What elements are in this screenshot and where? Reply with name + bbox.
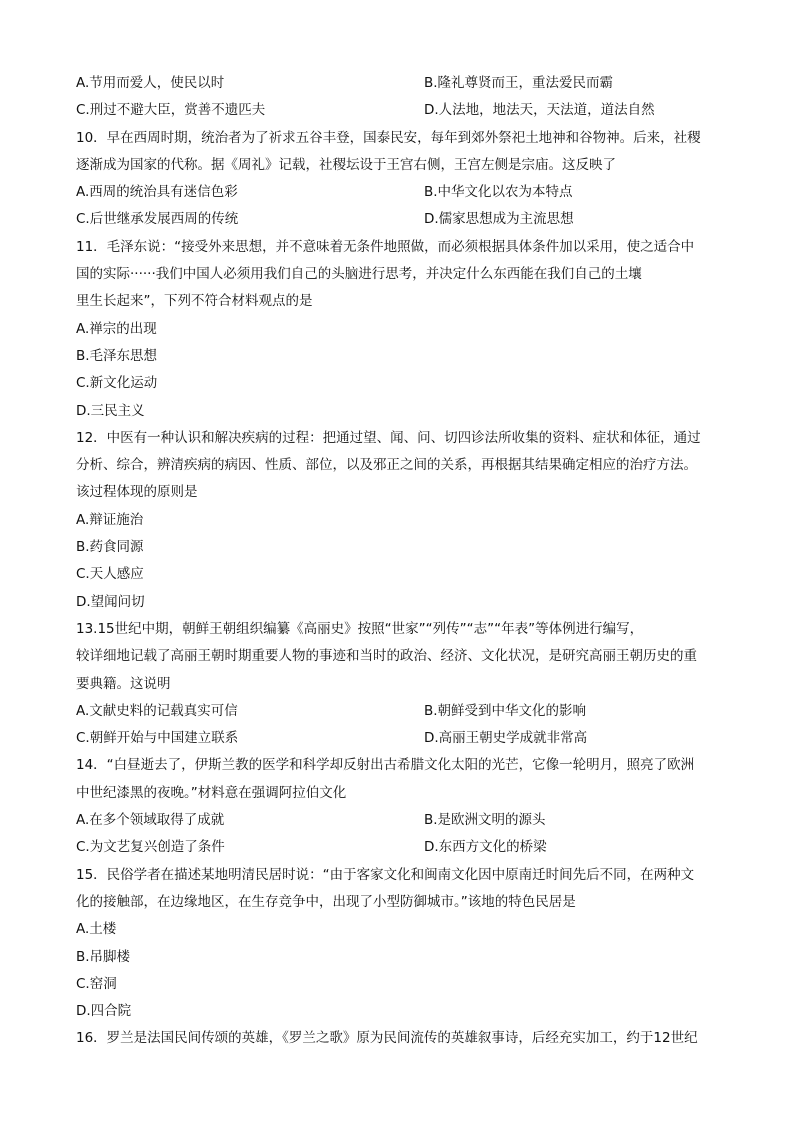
q14-stem-line: 14．“白昼逝去了，伊斯兰教的医学和科学却反射出古希腊文化太阳的光芒，它像一轮明月，照亮了欧洲 xyxy=(76,757,695,774)
q11-option-c: C.新文化运动 xyxy=(76,375,158,392)
q12-stem-line: 12．中医有一种认识和解决疾病的过程：把通过望、闻、问、切四诊法所收集的资料、症状和体征，通过 xyxy=(76,429,701,446)
q16-stem-line: 16．罗兰是法国民间传颂的英雄，《罗兰之歌》原为民间流传的英雄叙事诗，后经充实加工，约于12世纪 xyxy=(76,1030,698,1047)
q14-option-d: D.东西方文化的桥梁 xyxy=(424,839,547,856)
q11-stem-line: 国的实际······我们中国人必须用我们自己的头脑进行思考，并决定什么东西能在我们自己的土壤 xyxy=(76,266,642,283)
q12-option-c: C.天人感应 xyxy=(76,566,144,583)
q11-stem-line: 11．毛泽东说：“接受外来思想，并不意味着无条件地照做，而必须根据具体条件加以采用，使之适合中 xyxy=(76,238,695,255)
q12-option-a: A.辩证施治 xyxy=(76,511,144,528)
q13-stem-line: 13.15世纪中期，朝鲜王朝组织编纂《高丽史》按照“世家”“列传”“志”“年表”等体例进行编写， xyxy=(76,620,644,637)
q14-option-c: C.为文艺复兴创造了条件 xyxy=(76,839,225,856)
q11-option-b: B.毛泽东思想 xyxy=(76,347,158,364)
q9-option-a: A.节用而爱人，使民以时 xyxy=(76,75,225,91)
q9-option-d: D.人法地，地法天，天法道，道法自然 xyxy=(424,102,655,119)
q14-options-row-1 xyxy=(76,807,726,834)
q14-options-row-2 xyxy=(76,834,726,861)
q13-option-c: C.朝鲜开始与中国建立联系 xyxy=(76,730,239,747)
q12-stem-line: 该过程体现的原则是 xyxy=(76,484,198,501)
q15-option-c: C.窑洞 xyxy=(76,975,117,992)
q10-option-a: A.西周的统治具有迷信色彩 xyxy=(76,184,238,201)
q12-stem-line: 分析、综合，辨清疾病的病因、性质、部位，以及邪正之间的关系，再根据其结果确定相应的治疗方法。 xyxy=(76,457,697,474)
q10-stem-line: 逐渐成为国家的代称。据《周礼》记载，社稷坛设于王宫右侧，王宫左侧是宗庙。这反映了 xyxy=(76,156,616,173)
q10-stem-line: 10．早在西周时期，统治者为了祈求五谷丰登，国泰民安，每年到郊外祭祀土地神和谷物神。后来，社稷 xyxy=(76,129,701,146)
q13-options-row-1 xyxy=(76,698,726,725)
q15-stem-line: 15．民俗学者在描述某地明清民居时说：“由于客家文化和闽南文化因中原南迁时间先后不同，在两种文 xyxy=(76,866,695,883)
q15-option-b: B.吊脚楼 xyxy=(76,948,131,965)
exam-page xyxy=(76,70,726,1053)
q14-stem-line: 中世纪漆黑的夜晚。”材料意在强调阿拉伯文化 xyxy=(76,784,347,801)
q13-option-a: A.文献史料的记载真实可信 xyxy=(76,702,238,719)
q15-stem-line: 化的接触部，在边缘地区，在生存竞争中，出现了小型防御城市。”该地的特色民居是 xyxy=(76,893,576,910)
q11-option-d: D.三民主义 xyxy=(76,402,145,419)
q10-options-row-2 xyxy=(76,206,726,233)
q9-option-b: B.隆礼尊贤而王，重法爱民而霸 xyxy=(424,75,614,91)
q10-option-b: B.中华文化以农为本特点 xyxy=(424,184,573,201)
q14-option-a: A.在多个领域取得了成就 xyxy=(76,812,225,829)
q13-stem-line: 要典籍。这说明 xyxy=(76,675,171,692)
q13-stem-line: 较详细地记载了高丽王朝时期重要人物的事迹和当时的政治、经济、文化状况，是研究高丽王朝历史的重 xyxy=(76,648,697,665)
q13-option-d: D.高丽王朝史学成就非常高 xyxy=(424,730,588,747)
q15-option-d: D.四合院 xyxy=(76,1003,132,1020)
q12-option-b: B.药食同源 xyxy=(76,539,144,556)
q9-options-row-1 xyxy=(76,70,726,97)
q11-option-a: A.禅宗的出现 xyxy=(76,320,157,337)
q10-option-c: C.后世继承发展西周的传统 xyxy=(76,211,239,228)
q9-options-row-2 xyxy=(76,97,726,124)
q15-option-a: A.土楼 xyxy=(76,921,117,938)
q12-option-d: D.望闻问切 xyxy=(76,593,145,610)
q11-stem-line: 里生长起来”，下列不符合材料观点的是 xyxy=(76,293,313,310)
q13-options-row-2 xyxy=(76,725,726,752)
q9-option-c: C.刑过不避大臣，赏善不遗匹夫 xyxy=(76,102,266,119)
q14-option-b: B.是欧洲文明的源头 xyxy=(424,812,546,829)
q10-options-row-1 xyxy=(76,179,726,206)
q10-option-d: D.儒家思想成为主流思想 xyxy=(424,211,574,228)
q13-option-b: B.朝鲜受到中华文化的影响 xyxy=(424,702,587,719)
